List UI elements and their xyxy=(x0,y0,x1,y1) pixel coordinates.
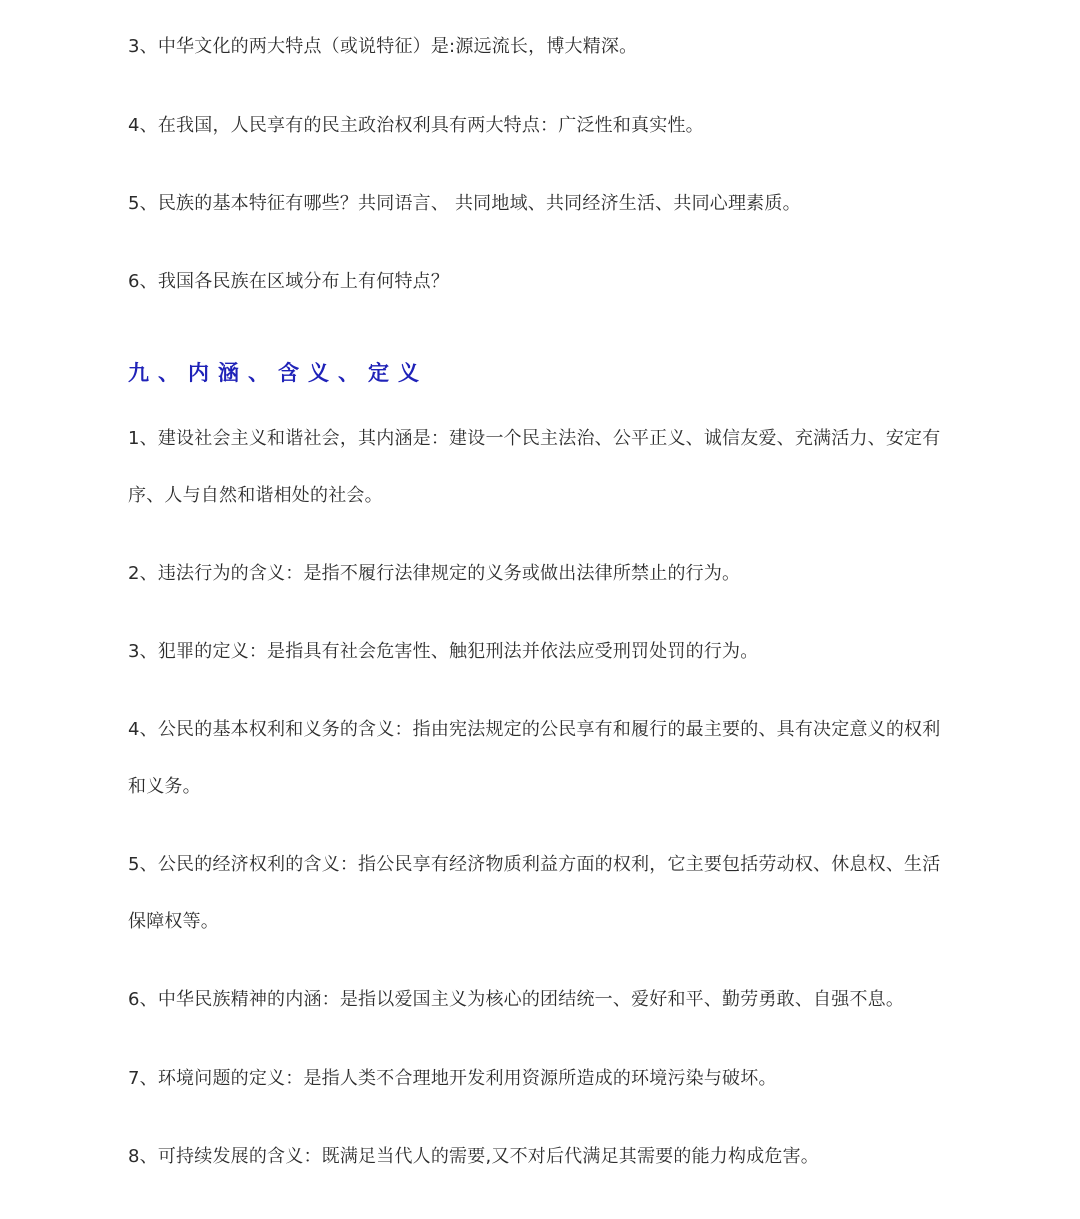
list-item: 5、民族的基本特征有哪些？共同语言、 共同地域、共同经济生活、共同心理素质。 xyxy=(128,193,801,214)
list-item: 4、在我国，人民享有的民主政治权利具有两大特点：广泛性和真实性。 xyxy=(128,115,704,136)
list-item: 3、犯罪的定义：是指具有社会危害性、触犯刑法并依法应受刑罚处罚的行为。 xyxy=(128,641,759,662)
list-item: 3、中华文化的两大特点（或说特征）是:源远流长，博大精深。 xyxy=(128,36,638,57)
section-heading: 九、内涵、含义、定义 xyxy=(128,361,428,385)
list-item: 5、公民的经济权利的含义：指公民享有经济物质利益方面的权利，它主要包括劳动权、休息权、生活保障权等。 xyxy=(128,854,941,932)
list-item: 4、公民的基本权利和义务的含义：指由宪法规定的公民享有和履行的最主要的、具有决定意义的权利和义务。 xyxy=(128,719,941,797)
list-item: 8、可持续发展的含义：既满足当代人的需要,又不对后代满足其需要的能力构成危害。 xyxy=(128,1146,819,1167)
list-item: 2、违法行为的含义：是指不履行法律规定的义务或做出法律所禁止的行为。 xyxy=(128,563,741,584)
list-item: 7、环境问题的定义：是指人类不合理地开发利用资源所造成的环境污染与破坏。 xyxy=(128,1068,777,1089)
list-item: 1、建设社会主义和谐社会，其内涵是：建设一个民主法治、公平正义、诚信友爱、充满活力、安定有序、人与自然和谐相处的社会。 xyxy=(128,428,941,506)
list-item: 6、我国各民族在区域分布上有何特点？ xyxy=(128,271,450,292)
list-item: 6、中华民族精神的内涵：是指以爱国主义为核心的团结统一、爱好和平、勤劳勇敢、自强不息。 xyxy=(128,989,905,1010)
